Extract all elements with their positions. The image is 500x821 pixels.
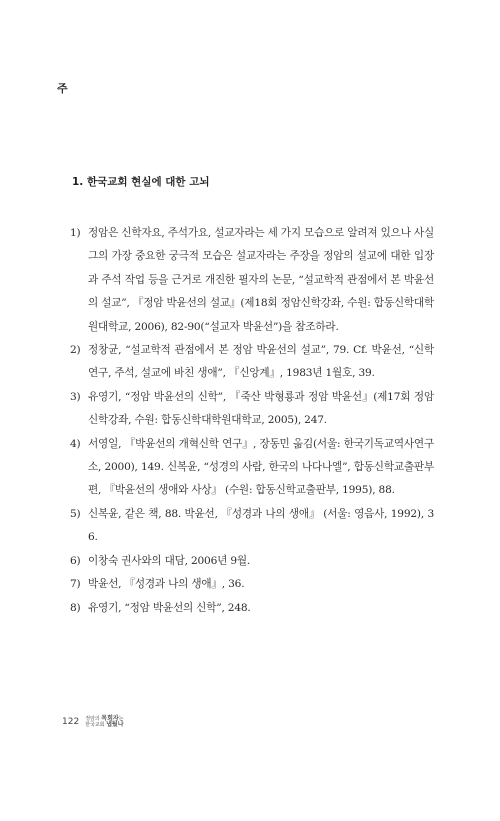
page-footer xyxy=(62,716,124,728)
endnote xyxy=(70,573,434,596)
endnote xyxy=(70,386,434,433)
running-title-line-2: 한국교회 냅뒀나 xyxy=(85,721,124,728)
endnote-number: 6) xyxy=(70,554,81,567)
endnote-text: 이창숙 권사와의 대담, 2006년 9월. xyxy=(88,554,251,567)
endnote xyxy=(70,433,434,503)
endnote-number: 2) xyxy=(70,344,81,357)
endnote-number: 8) xyxy=(70,601,81,614)
running-title xyxy=(85,716,123,728)
endnote-number: 1) xyxy=(70,227,81,239)
endnotes-list xyxy=(70,222,434,620)
endnote-text: 서영일, 『박윤선의 개혁신학 연구』, 장동민 옮김(서울: 한국기독교역사연구소, 2000), 149. 신복윤, “성경의 사람, 한국의 나다나엘”, 합동신학교출판부 편, 『박윤선의 생애와 사상』 (수원: 합동신학교출판부, 1995), 88. xyxy=(88,437,434,497)
endnote xyxy=(70,597,434,620)
endnote xyxy=(70,339,434,386)
endnote-number: 7) xyxy=(70,578,81,591)
running-title-line-1: 정암의 목회자는 xyxy=(85,715,124,722)
endnote-number: 3) xyxy=(70,390,81,403)
endnote-text: 신복윤, 같은 책, 88. 박윤선, 『성경과 나의 생애』 (서울: 영음사, 1992), 36. xyxy=(88,507,434,544)
endnote-number: 4) xyxy=(70,437,81,450)
endnote xyxy=(70,550,434,573)
page-number: 122 xyxy=(62,717,80,727)
endnote-text: 정암은 신학자요, 주석가요, 설교자라는 세 가지 모습으로 알려져 있으나 사실 그의 가장 중요한 궁극적 모습은 설교자라는 주장을 정암의 설교에 대한 입장과 주석 작업 등을 근거로 개진한 필자의 논문, “설교학적 관점에서 본 박윤선의 설교”, 『정암 박윤선의 설교』(제18회 정암신학강좌, 수원: 합동신학대학원대학교, 2006), 82-90(“설교자 박윤선”)을 참조하라. xyxy=(88,227,434,333)
page-heading: 주 xyxy=(57,82,68,95)
endnote-text: 유영기, “정암 박윤선의 신학”, 『죽산 박형룡과 정암 박윤선』(제17회 정암신학강좌, 수원: 합동신학대학원대학교, 2005), 247. xyxy=(88,390,434,427)
endnote-text: 유영기, “정암 박윤선의 신학”, 248. xyxy=(88,601,251,614)
endnote-text: 정창균, “설교학적 관점에서 본 정암 박윤선의 설교”, 79. Cf. 박윤선, “신학연구, 주석, 설교에 바친 생애”, 『신앙계』, 1983년 1월호, 39. xyxy=(88,344,434,380)
endnote xyxy=(70,222,434,339)
endnote xyxy=(70,503,434,550)
section-title: 1. 한국교회 현실에 대한 고뇌 xyxy=(72,176,210,188)
endnote-text: 박윤선, 『성경과 나의 생애』, 36. xyxy=(88,578,245,591)
endnote-number: 5) xyxy=(70,507,81,520)
